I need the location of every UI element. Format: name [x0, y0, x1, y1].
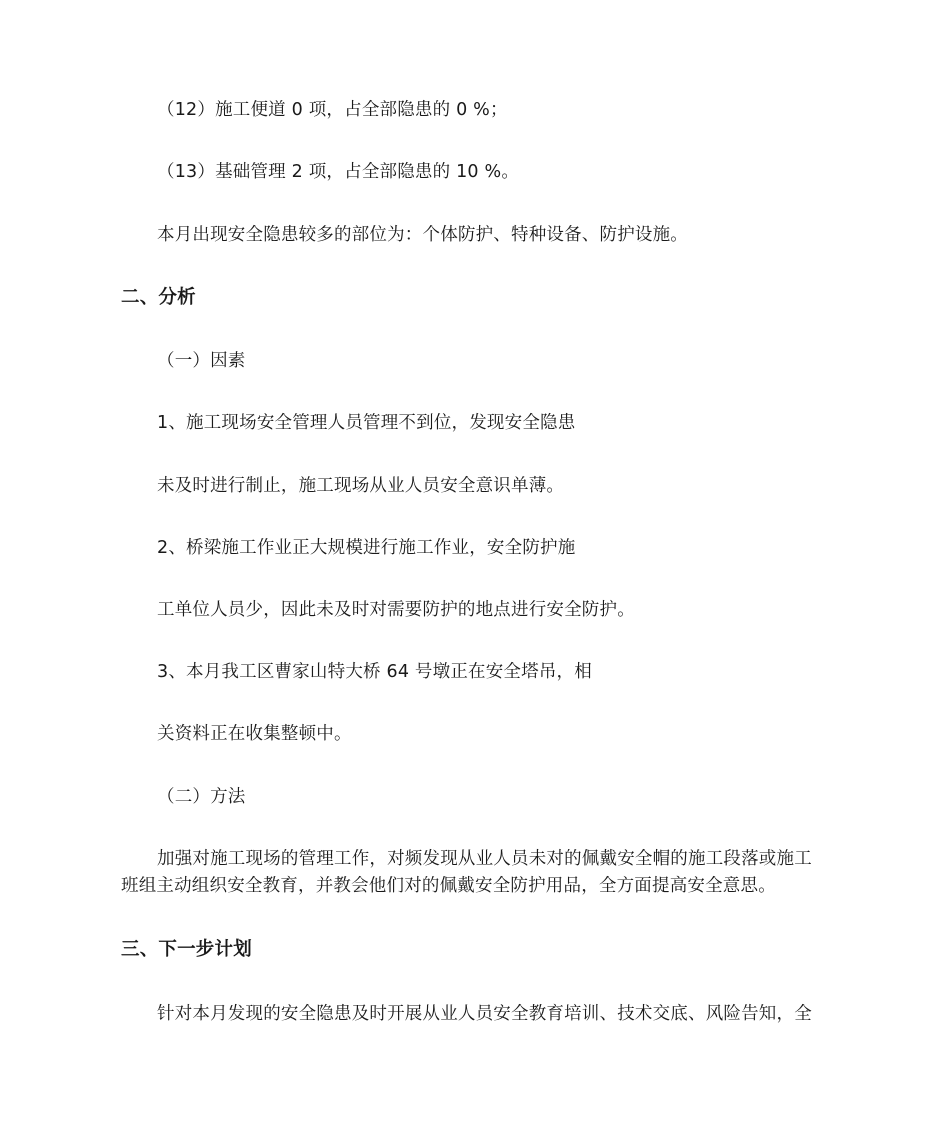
factors-subheading: （一）因素 — [157, 351, 246, 371]
methods-subheading: （二）方法 — [157, 787, 246, 807]
factor-1-line-1: 1、施工现场安全管理人员管理不到位，发现安全隐患 — [157, 413, 576, 433]
factor-3-line-1: 3、本月我工区曹家山特大桥 64 号墩正在安全塔吊，相 — [157, 662, 592, 682]
summary-paragraph: 本月出现安全隐患较多的部位为：个体防护、特种设备、防护设施。 — [157, 225, 688, 245]
factor-1-line-2: 未及时进行制止，施工现场从业人员安全意识单薄。 — [157, 476, 565, 496]
factor-2-line-2: 工单位人员少，因此未及时对需要防护的地点进行安全防护。 — [157, 600, 635, 620]
plan-paragraph-line-1: 针对本月发现的安全隐患及时开展从业人员安全教育培训、技术交底、风险告知，全 — [157, 1004, 812, 1024]
methods-paragraph-line-2: 班组主动组织安全教育，并教会他们对的佩戴安全防护用品，全方面提高安全意思。 — [121, 876, 776, 896]
factor-3-line-2: 关资料正在收集整顿中。 — [157, 724, 352, 744]
section-heading-next-plan: 三、下一步计划 — [121, 939, 252, 960]
item-13-basic-management: （13）基础管理 2 项，占全部隐患的 10 %。 — [157, 162, 520, 182]
section-heading-analysis: 二、分析 — [121, 287, 196, 308]
item-12-construction-road: （12）施工便道 0 项，占全部隐患的 0 %； — [157, 100, 508, 120]
factor-2-line-1: 2、桥梁施工作业正大规模进行施工作业，安全防护施 — [157, 538, 576, 558]
methods-paragraph-line-1: 加强对施工现场的管理工作，对频发现从业人员未对的佩戴安全帽的施工段落或施工 — [157, 849, 812, 869]
